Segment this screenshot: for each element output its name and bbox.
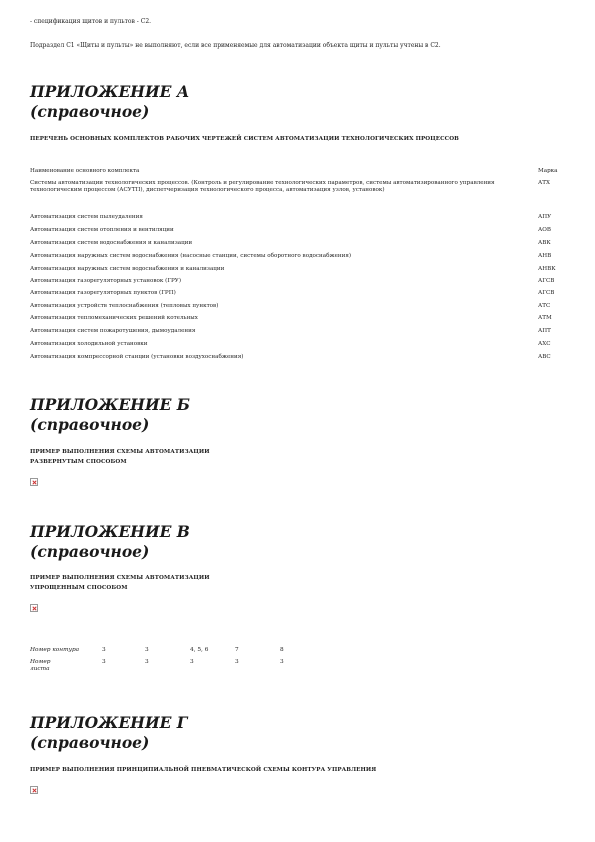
intro-line-2: Подраздел С1 «Щиты и пульты» не выполняют, если все применяемые для автоматизации объекта щиты и пульты учтены в С2. [30,42,441,49]
appendix-v-title: ПРИЛОЖЕНИЕ В [30,522,190,541]
contour-number: 4, 5, 6 [190,647,209,653]
header-code: Марка [538,168,558,174]
broken-image-icon [30,786,38,794]
table-row: Автоматизация наружных систем водоснабжения и канализации АНВК [30,266,556,272]
table-row: Автоматизация холодильной установки АХС [30,341,551,347]
appendix-b-caption-1: ПРИМЕР ВЫПОЛНЕНИЯ СХЕМЫ АВТОМАТИЗАЦИИ [30,449,210,455]
appendix-b-title: ПРИЛОЖЕНИЕ Б [30,395,191,414]
table-row: Автоматизация систем пылеудаления АПУ [30,214,552,220]
appendix-v-heading [30,522,190,562]
appendix-v-subtitle: (справочное) [30,542,150,561]
label-contour: Номер контура [30,647,80,653]
table-header [30,168,570,180]
sheet-number: 3 [102,659,106,665]
appendix-b-caption-2: РАЗВЕРНУТЫМ СПОСОБОМ [30,459,127,465]
header-name: Наименование основного комплекта [30,168,140,174]
appendix-g-title: ПРИЛОЖЕНИЕ Г [30,713,188,732]
table-row: Автоматизация компрессорной станции (установки воздухоснабжения) АВС [30,354,551,360]
contour-sheet-grid [30,647,330,679]
table-row: Системы автоматизации технологических процессов. (Контроль и регулирование технологических параметров, системы автоматизированного управления технологическим процессом (АСУТП), диспетчеризация технологического процесса, автоматизация узлов, установок) АТХ [30,180,550,193]
table-row: Автоматизация тепломеханических решений котельных АТМ [30,315,552,321]
label-sheet: Номер листа [30,659,51,672]
table-row: Автоматизация наружных систем водоснабжения (насосные станции, системы оборотного водоснабжения) АНВ [30,253,552,259]
contour-number: 7 [235,647,239,653]
table-row: Автоматизация систем отопления и вентиляции АОВ [30,227,551,233]
appendix-a-subtitle: (справочное) [30,102,150,121]
appendix-b-heading [30,395,190,435]
contour-number: 8 [280,647,284,653]
intro-line-1: - спецификация щитов и пультов - С2. [30,18,152,25]
broken-image-icon [30,604,38,612]
appendix-a-title: ПРИЛОЖЕНИЕ А [30,82,190,101]
table-row: Автоматизация устройств теплоснабжения (тепловых пунктов) АТС [30,303,551,309]
appendix-g-caption: ПРИМЕР ВЫПОЛНЕНИЯ ПРИНЦИПИАЛЬНОЙ ПНЕВМАТИЧЕСКОЙ СХЕМЫ КОНТУРА УПРАВЛЕНИЯ [30,767,377,773]
contour-number: 3 [145,647,149,653]
appendix-a-caption: ПЕРЕЧЕНЬ ОСНОВНЫХ КОМПЛЕКТОВ РАБОЧИХ ЧЕРТЕЖЕЙ СИСТЕМ АВТОМАТИЗАЦИИ ТЕХНОЛОГИЧЕСКИХ ПРОЦЕССОВ [30,136,460,142]
broken-image-icon [30,478,38,486]
table-row: Автоматизация систем водоснабжения и канализации АВК [30,240,551,246]
sheet-number: 3 [280,659,284,665]
complex-table [30,168,570,367]
sheet-number: 3 [145,659,149,665]
appendix-g-heading [30,713,188,753]
appendix-v-caption-2: УПРОЩЕННЫМ СПОСОБОМ [30,585,128,591]
table-row: Автоматизация газорегуляторных пунктов (ГРП) АГСВ [30,290,555,296]
appendix-a-heading [30,82,189,122]
sheet-number: 3 [235,659,239,665]
appendix-v-caption-1: ПРИМЕР ВЫПОЛНЕНИЯ СХЕМЫ АВТОМАТИЗАЦИИ [30,575,210,581]
table-row: Автоматизация газорегуляторных установок (ГРУ) АГСВ [30,278,555,284]
table-row: Автоматизация систем пожаротушения, дымоудаления АПТ [30,328,551,334]
appendix-b-subtitle: (справочное) [30,415,150,434]
sheet-number: 3 [190,659,194,665]
appendix-g-subtitle: (справочное) [30,733,150,752]
contour-number: 3 [102,647,106,653]
